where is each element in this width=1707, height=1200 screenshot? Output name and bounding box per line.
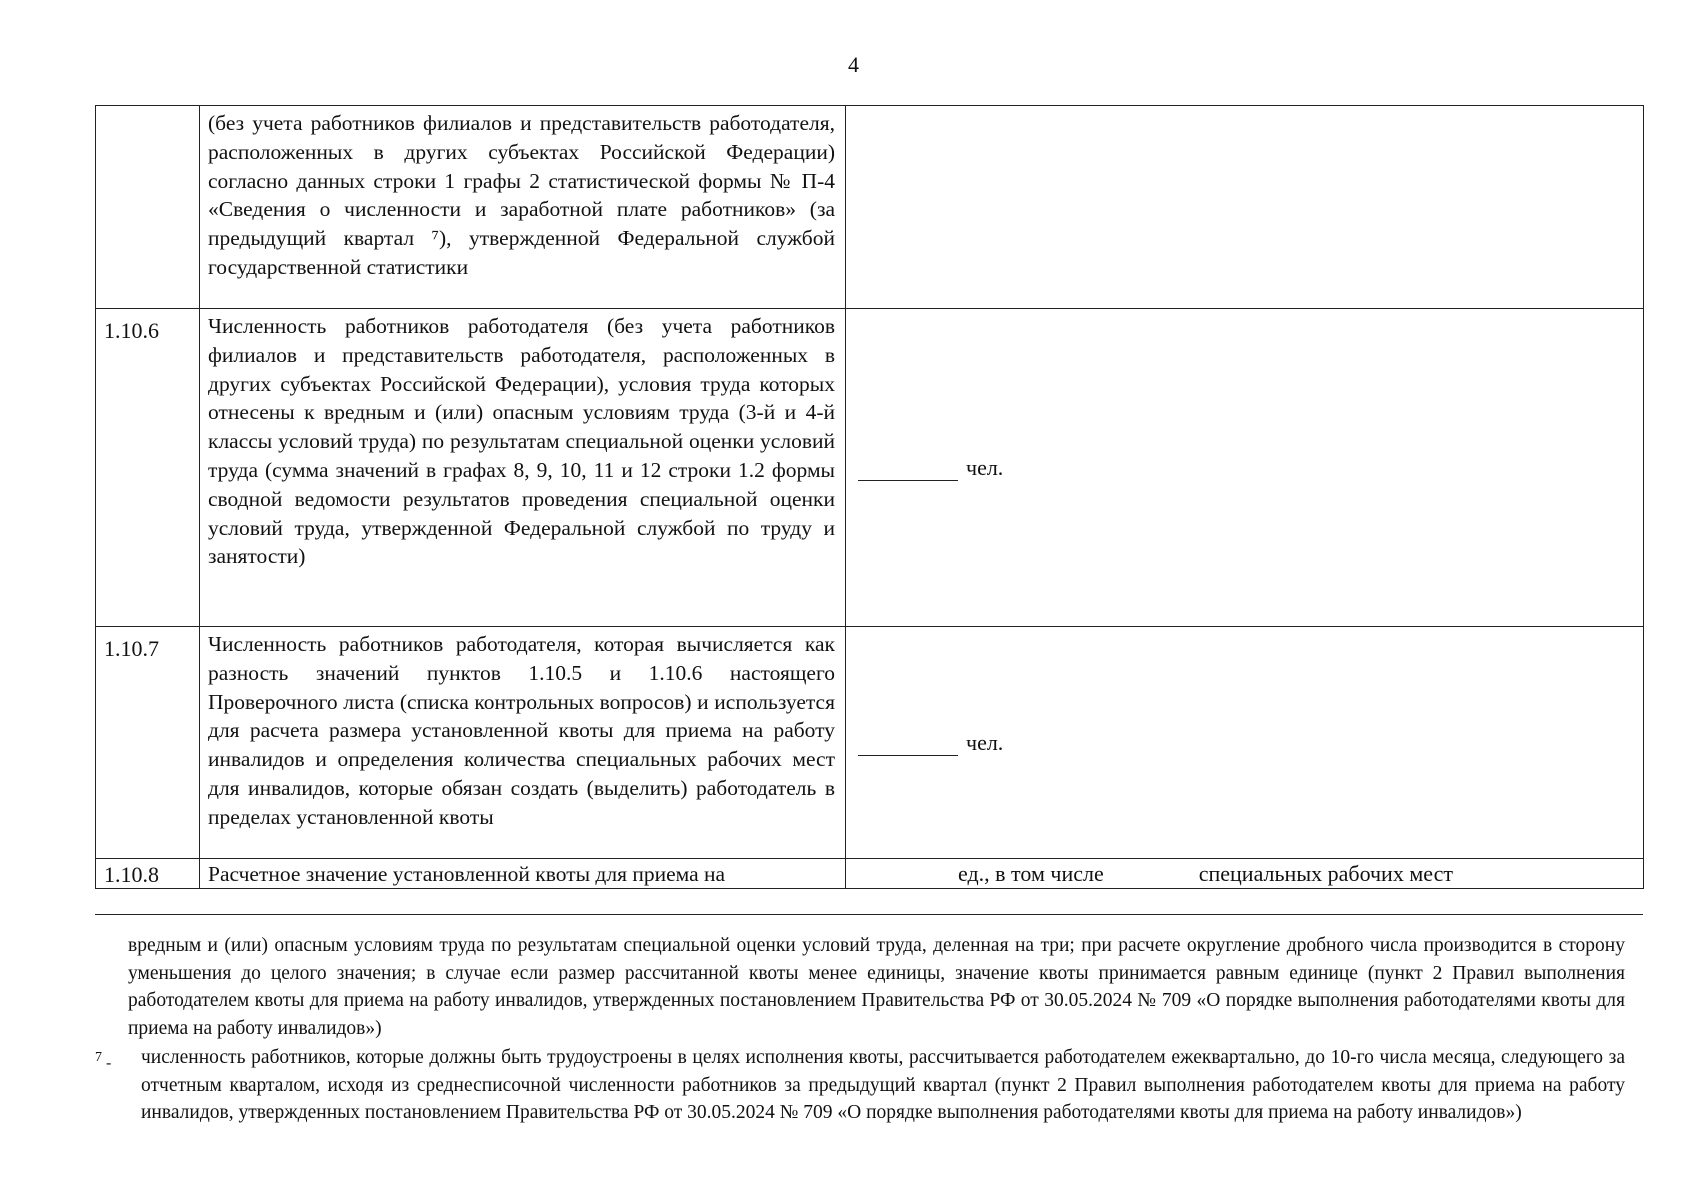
checklist-table xyxy=(95,105,1644,889)
answer-cell[interactable] xyxy=(846,106,1644,309)
answer-unit: чел. xyxy=(966,729,1004,755)
item-number: 1.10.6 xyxy=(96,309,200,627)
footnote-dash: - xyxy=(102,1054,112,1072)
item-number: 1.10.8 xyxy=(96,859,200,889)
question-text: Численность работников работодателя (без учета работников филиалов и представительств работодателя, расположенных в других субъектах Российской Федерации), условия труда которых отнесены к вредным и (или) опасным условиям труда (3-й и 4-й классы условий труда) по результатам специальной оценки условий труда (сумма значений в графах 8, 9, 10, 11 и 12 строки 1.2 формы сводной ведомости результатов проведения специальной оценки условий труда, утвержденной Федеральной службой по труду и занятости) xyxy=(208,314,835,569)
question-text: Расчетное значение установленной квоты для приема на xyxy=(208,862,726,886)
table-row xyxy=(96,627,1644,859)
item-number: 1.10.7 xyxy=(96,627,200,859)
answer-blank[interactable] xyxy=(858,733,958,756)
answer-cell[interactable] xyxy=(846,859,1644,889)
footnote-text: численность работников, которые должны быть трудоустроены в целях исполнения квоты, рассчитывается работодателем ежеквартально, до 10-го числа месяца, следующего за отчетным кварталом, исходя из среднесписочной численности работников за предыдущий квартал (пункт 2 Правил выполнения работодателем квоты для приема на работу инвалидов, утвержденных постановлением Правительства РФ от 30.05.2024 № 709 «О порядке выполнения работодателями квоты для приема на работу инвалидов») xyxy=(141,1047,1625,1123)
page-number: 4 xyxy=(848,52,859,77)
answer-blank[interactable] xyxy=(858,458,958,481)
answer-unit: ед., в том числе xyxy=(958,861,1104,886)
table-row xyxy=(96,309,1644,627)
question-text: (без учета работников филиалов и представительств работодателя, расположенных в других субъектах Российской Федерации) согласно данных строки 1 графы 2 статистической формы № П-4 «Сведения о численности и заработной плате работников» (за предыдущий квартал ⁷), утвержденной Федеральной службой государственной статистики xyxy=(208,111,835,279)
footnote-7 xyxy=(95,1044,1625,1127)
item-number xyxy=(96,106,200,309)
answer-unit: чел. xyxy=(966,454,1004,480)
footnote-separator xyxy=(95,914,1643,915)
table-row xyxy=(96,106,1644,309)
answer-cell[interactable] xyxy=(846,309,1644,627)
answer-unit-special: специальных рабочих мест xyxy=(1198,861,1453,886)
footnote-marker: 7 xyxy=(95,1050,102,1065)
footnotes xyxy=(95,932,1625,1127)
footnote-continuation: вредным и (или) опасным условиям труда по результатам специальной оценки условий труда, деленная на три; при расчете округление дробного числа производится в сторону уменьшения до целого значения; в случае если размер рассчитанной квоты менее единицы, значение квоты принимается равным единице (пункт 2 Правил выполнения работодателем квоты для приема на работу инвалидов, утвержденных постановлением Правительства РФ от 30.05.2024 № 709 «О порядке выполнения работодателями квоты для приема на работу инвалидов») xyxy=(128,935,1625,1039)
answer-cell[interactable] xyxy=(846,627,1644,859)
question-text: Численность работников работодателя, которая вычисляется как разность значений пунктов 1.10.5 и 1.10.6 настоящего Проверочного листа (списка контрольных вопросов) и используется для расчета размера установленной квоты для приема на работу инвалидов и определения количества специальных рабочих мест для инвалидов, которые обязан создать (выделить) работодатель в пределах установленной квоты xyxy=(208,632,835,829)
table-row xyxy=(96,859,1644,889)
